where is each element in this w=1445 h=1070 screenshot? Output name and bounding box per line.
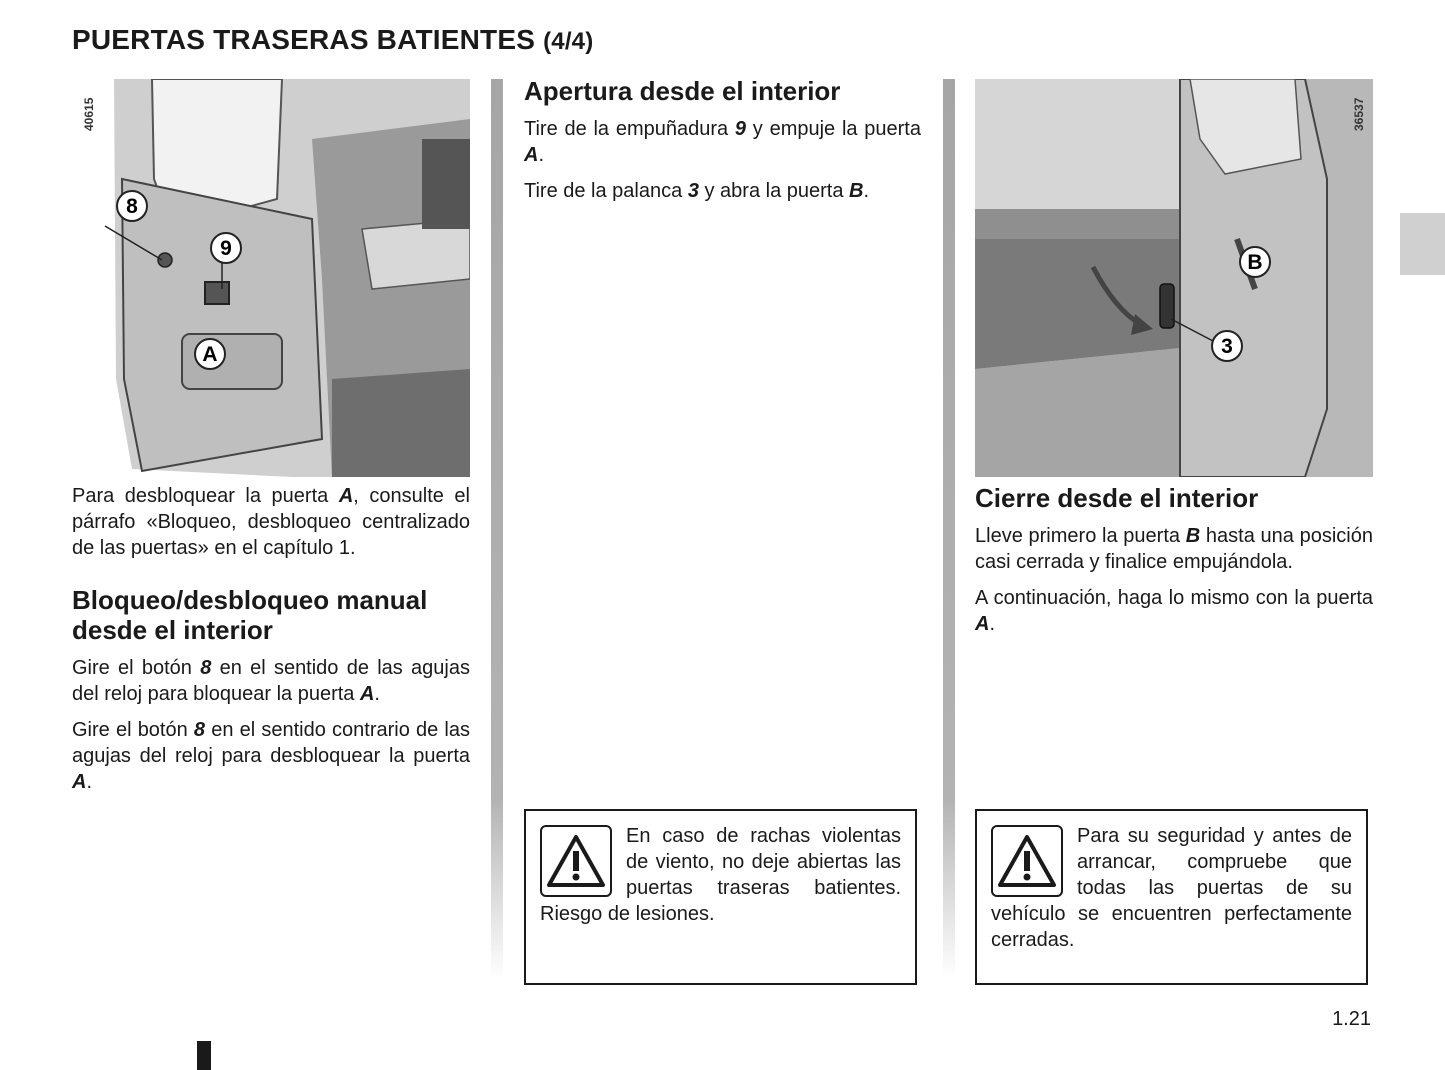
column-divider	[491, 79, 503, 979]
page-marker	[197, 1041, 211, 1070]
column-left	[72, 79, 470, 795]
column-divider	[943, 79, 955, 979]
figure-id: 36537	[1352, 97, 1366, 131]
paragraph-close-b: Lleve primero la puerta B hasta una posición casi cerrada y finalice empujándola.	[975, 525, 1373, 573]
callout-8	[117, 191, 147, 221]
figure-id: 40615	[82, 97, 96, 131]
warning-box-wind	[524, 809, 917, 985]
callout-a	[195, 339, 225, 369]
callout-9	[211, 233, 241, 263]
paragraph-unlock: Gire el botón 8 en el sentido contrario de las agujas del reloj para desbloquear la puerta A.	[72, 719, 470, 793]
intro-paragraph: Para desbloquear la puerta A, consulte el párrafo «Bloqueo, desbloqueo centralizado de las puertas» en el capítulo 1.	[72, 485, 470, 559]
warning-text-safety: Para su seguridad y antes de arrancar, compruebe que todas las puertas de su vehículo se encuentren perfectamente cerradas.	[991, 825, 1352, 951]
page-title: PUERTAS TRASERAS BATIENTES (4/4)	[72, 24, 594, 55]
paragraph-close-a: A continuación, haga lo mismo con la puerta A.	[975, 587, 1373, 635]
svg-text:B: B	[1247, 251, 1263, 274]
svg-text:9: 9	[220, 237, 232, 260]
section-heading-closing: Cierre desde el interior	[975, 483, 1259, 513]
svg-text:3: 3	[1221, 335, 1233, 358]
paragraph-lock: Gire el botón 8 en el sentido de las agujas del reloj para bloquear la puerta A.	[72, 657, 470, 705]
warning-triangle-icon	[991, 825, 1063, 897]
column-right	[975, 79, 1373, 637]
warning-box-safety	[975, 809, 1368, 985]
interior-door-illustration	[975, 79, 1373, 477]
section-heading-manual-lock: Bloqueo/desbloqueo manual desde el interior	[72, 585, 428, 645]
callout-b	[1240, 247, 1270, 277]
section-heading-opening: Apertura desde el interior	[524, 76, 841, 106]
paragraph-open-b: Tire de la palanca 3 y abra la puerta B.	[524, 180, 870, 202]
paragraph-open-a: Tire de la empuñadura 9 y empuje la puerta A.	[524, 118, 921, 166]
warning-text-wind: En caso de rachas violentas de viento, no deje abiertas las puertas traseras batientes. Riesgo de lesiones.	[540, 825, 901, 925]
rear-door-illustration	[72, 79, 470, 477]
callout-3	[1212, 331, 1242, 361]
page-number: 1.21	[1332, 1008, 1371, 1030]
svg-text:A: A	[202, 343, 218, 366]
warning-triangle-icon	[540, 825, 612, 897]
page-title-part: (4/4)	[543, 28, 594, 55]
column-middle	[524, 76, 921, 204]
svg-text:8: 8	[126, 195, 138, 218]
chapter-tab	[1400, 213, 1445, 275]
